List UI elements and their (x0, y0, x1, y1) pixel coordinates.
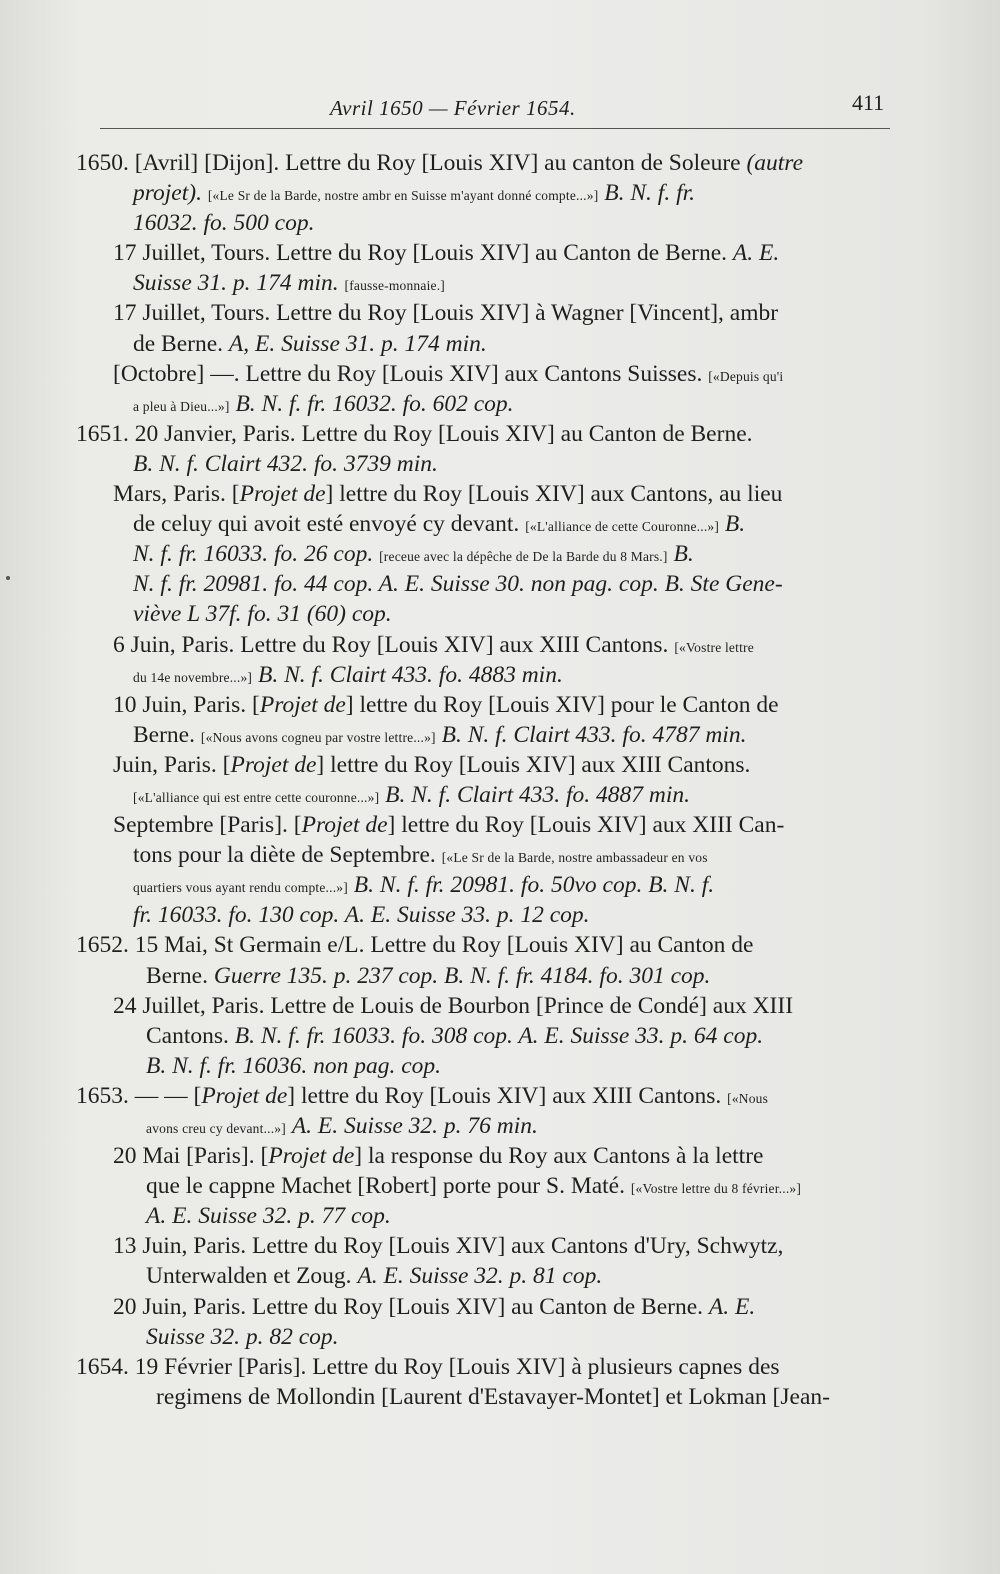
incipit-text: du 14e novembre...»] (133, 669, 253, 685)
line-text: Berne. (133, 721, 201, 748)
text-line (0, 720, 1000, 750)
text-line (0, 539, 1000, 569)
reference-text: A, E. Suisse 31. p. 174 min. (228, 330, 487, 357)
incipit-text: [«Nous avons cogneu par vostre lettre...»] (200, 729, 436, 745)
text-line (0, 660, 1000, 690)
incipit-text: [«L'alliance qui est entre cette couronne...»] (133, 789, 380, 805)
line-text: Septembre [Paris]. [ (113, 812, 302, 839)
text-line (0, 930, 1000, 960)
line-text: 1651. 20 Janvier, Paris. Lettre du Roy [Louis XIV] au Canton de Berne. (76, 420, 753, 447)
line-text: ] lettre du Roy [Louis XIV] aux XIII Cantons. (316, 751, 751, 778)
reference-text: B. N. f. Clairt 432. fo. 3739 min. (133, 450, 438, 477)
line-text: ] lettre du Roy [Louis XIV] aux XIII Cantons. (287, 1082, 728, 1109)
line-text: 1653. — — [ (76, 1082, 202, 1109)
reference-text: B. (673, 541, 694, 568)
line-text: 13 Juin, Paris. Lettre du Roy [Louis XIV] aux Cantons d'Ury, Schwytz, (113, 1233, 784, 1260)
header-rule (100, 128, 890, 129)
reference-text: B. N. f. fr. 16032. fo. 602 cop. (235, 390, 514, 417)
text-line (0, 569, 1000, 599)
incipit-text: [receue avec la dépêche de De la Barde du 8 Mars.] (379, 549, 668, 565)
text-line (0, 1021, 1000, 1051)
line-text: Mars, Paris. [ (113, 481, 240, 508)
text-line (0, 991, 1000, 1021)
incipit-text: [«Vostre lettre du 8 février...»] (630, 1181, 802, 1197)
line-text: Unterwalden et Zoug. (146, 1263, 358, 1290)
line-text: 17 Juillet, Tours. Lettre du Roy [Louis XIV] à Wagner [Vincent], ambr (113, 300, 779, 327)
text-line (0, 780, 1000, 810)
text-line (0, 1261, 1000, 1291)
reference-text: A. E. Suisse 32. p. 76 min. (291, 1113, 538, 1139)
reference-text: Suisse 31. p. 174 min. (133, 270, 339, 297)
text-line (0, 268, 1000, 298)
text-line (0, 178, 1000, 208)
incipit-text: quartiers vous ayant rendu compte...»] (133, 880, 348, 896)
line-text: 1654. 19 Février [Paris]. Lettre du Roy [Louis XIV] à plusieurs capnes des (76, 1353, 780, 1380)
line-text: ] la response du Roy aux Cantons à la lettre (354, 1143, 764, 1170)
text-line (0, 1171, 1000, 1201)
reference-text: B. N. f. fr. (604, 180, 696, 207)
text-line (0, 449, 1000, 479)
text-line (0, 870, 1000, 900)
reference-text: B. N. f. fr. 20981. fo. 50vo cop. B. N. f. (353, 872, 715, 899)
reference-text: Projet de (259, 691, 346, 718)
text-line (0, 389, 1000, 419)
text-line (0, 1352, 1000, 1382)
text-line (0, 690, 1000, 720)
text-line (0, 1051, 1000, 1081)
incipit-text: a pleu à Dieu...»] (133, 398, 230, 414)
reference-text: (autre (746, 150, 804, 176)
reference-text: Projet de (301, 812, 388, 839)
line-text: regimens de Mollondin [Laurent d'Estavayer-Montet] et Lokman [Jean- (156, 1383, 830, 1410)
reference-text: B. N. f. fr. 16033. fo. 308 cop. A. E. Suisse 33. p. 64 cop. (234, 1022, 764, 1049)
page-number: 411 (852, 90, 885, 115)
text-line (0, 479, 1000, 509)
text-line (0, 509, 1000, 539)
line-text: Berne. (146, 962, 214, 989)
reference-text: Projet de (268, 1143, 355, 1170)
text-line (0, 359, 1000, 389)
line-text: Juin, Paris. [ (113, 751, 231, 778)
reference-text: 16032. fo. 500 cop. (133, 210, 315, 237)
reference-text: A. E. (708, 1293, 756, 1320)
reference-text: B. N. f. Clairt 433. fo. 4787 min. (441, 721, 747, 748)
text-line (0, 148, 1000, 178)
line-text: ] lettre du Roy [Louis XIV] aux XIII Can- (387, 812, 785, 839)
line-text: Cantons. (146, 1022, 235, 1049)
text-line (0, 1141, 1000, 1171)
reference-text: B. N. f. Clairt 433. fo. 4887 min. (385, 781, 691, 808)
reference-text: A. E. Suisse 32. p. 81 cop. (357, 1263, 603, 1290)
line-text: 24 Juillet, Paris. Lettre de Louis de Bourbon [Prince de Condé] aux XIII (113, 992, 794, 1019)
incipit-text: [«Le Sr de la Barde, nostre ambr en Suisse m'ayant donné compte...»] (207, 188, 599, 204)
line-text: 20 Mai [Paris]. [ (113, 1143, 269, 1170)
text-line (0, 238, 1000, 268)
reference-text: viève L 37f. fo. 31 (60) cop. (133, 601, 392, 628)
line-text: 1652. 15 Mai, St Germain e/L. Lettre du Roy [Louis XIV] au Canton de (76, 932, 754, 959)
text-line (0, 329, 1000, 359)
reference-text: Projet de (239, 481, 326, 508)
incipit-text: [fausse-monnaie.] (344, 278, 445, 294)
reference-text: A. E. Suisse 32. p. 77 cop. (146, 1203, 391, 1230)
line-text: de celuy qui avoit esté envoyé cy devant. (133, 511, 526, 538)
line-text: tons pour la diète de Septembre. (133, 842, 442, 869)
text-line (0, 1231, 1000, 1261)
line-text: que le cappne Machet [Robert] porte pour S. Maté. (146, 1173, 631, 1200)
line-text: 6 Juin, Paris. Lettre du Roy [Louis XIV] aux XIII Cantons. (113, 631, 675, 658)
incipit-text: [«Vostre lettre (674, 639, 754, 655)
incipit-text: [«Depuis qu'i (708, 368, 784, 384)
text-line (0, 750, 1000, 780)
text-line (0, 810, 1000, 840)
text-line (0, 900, 1000, 930)
line-text: 20 Juin, Paris. Lettre du Roy [Louis XIV] au Canton de Berne. (113, 1293, 709, 1320)
text-line (0, 1382, 1000, 1412)
paper-speck (6, 576, 10, 580)
line-text: de Berne. (133, 330, 229, 357)
text-line (0, 961, 1000, 991)
text-line (0, 840, 1000, 870)
line-text: 10 Juin, Paris. [ (113, 691, 260, 718)
reference-text: Projet de (230, 751, 317, 778)
reference-text: N. f. fr. 16033. fo. 26 cop. (133, 541, 374, 568)
incipit-text: avons creu cy devant...»] (146, 1121, 286, 1136)
text-line (0, 599, 1000, 629)
text-line (0, 630, 1000, 660)
document-body (0, 148, 1000, 1412)
line-text: [Octobre] —. Lettre du Roy [Louis XIV] aux Cantons Suisses. (113, 360, 709, 387)
reference-text: Suisse 32. p. 82 cop. (146, 1323, 339, 1350)
text-line (0, 1292, 1000, 1322)
reference-text: fr. 16033. fo. 130 cop. A. E. Suisse 33. p. 12 cop. (133, 902, 590, 929)
text-line (0, 1322, 1000, 1352)
reference-text: B. N. f. fr. 16036. non pag. cop. (146, 1052, 442, 1079)
text-line (0, 208, 1000, 238)
running-head: Avril 1650 — Février 1654. (330, 96, 576, 120)
text-line (0, 419, 1000, 449)
line-text: 1650. [Avril] [Dijon]. Lettre du Roy [Louis XIV] au canton de Soleure (76, 150, 747, 176)
reference-text: N. f. fr. 20981. fo. 44 cop. A. E. Suisse 30. non pag. cop. B. Ste Gene- (133, 571, 783, 598)
text-line (0, 1111, 1000, 1141)
line-text: 17 Juillet, Tours. Lettre du Roy [Louis XIV] au Canton de Berne. (113, 240, 733, 267)
reference-text: B. N. f. Clairt 433. fo. 4883 min. (257, 661, 563, 688)
incipit-text: [«Le Sr de la Barde, nostre ambassadeur en vos (441, 850, 708, 866)
text-line (0, 1081, 1000, 1111)
reference-text: Projet de (201, 1082, 288, 1109)
reference-text: A. E. (732, 240, 780, 267)
text-line (0, 298, 1000, 328)
incipit-text: [«L'alliance de cette Couronne...»] (525, 519, 720, 535)
reference-text: Guerre 135. p. 237 cop. B. N. f. fr. 4184. fo. 301 cop. (213, 962, 711, 989)
line-text: ] lettre du Roy [Louis XIV] aux Cantons, au lieu (325, 481, 783, 508)
reference-text: projet). (133, 180, 202, 207)
reference-text: B. (724, 511, 746, 538)
incipit-text: [«Nous (727, 1090, 769, 1106)
line-text: ] lettre du Roy [Louis XIV] pour le Canton de (345, 691, 779, 718)
text-line (0, 1201, 1000, 1231)
